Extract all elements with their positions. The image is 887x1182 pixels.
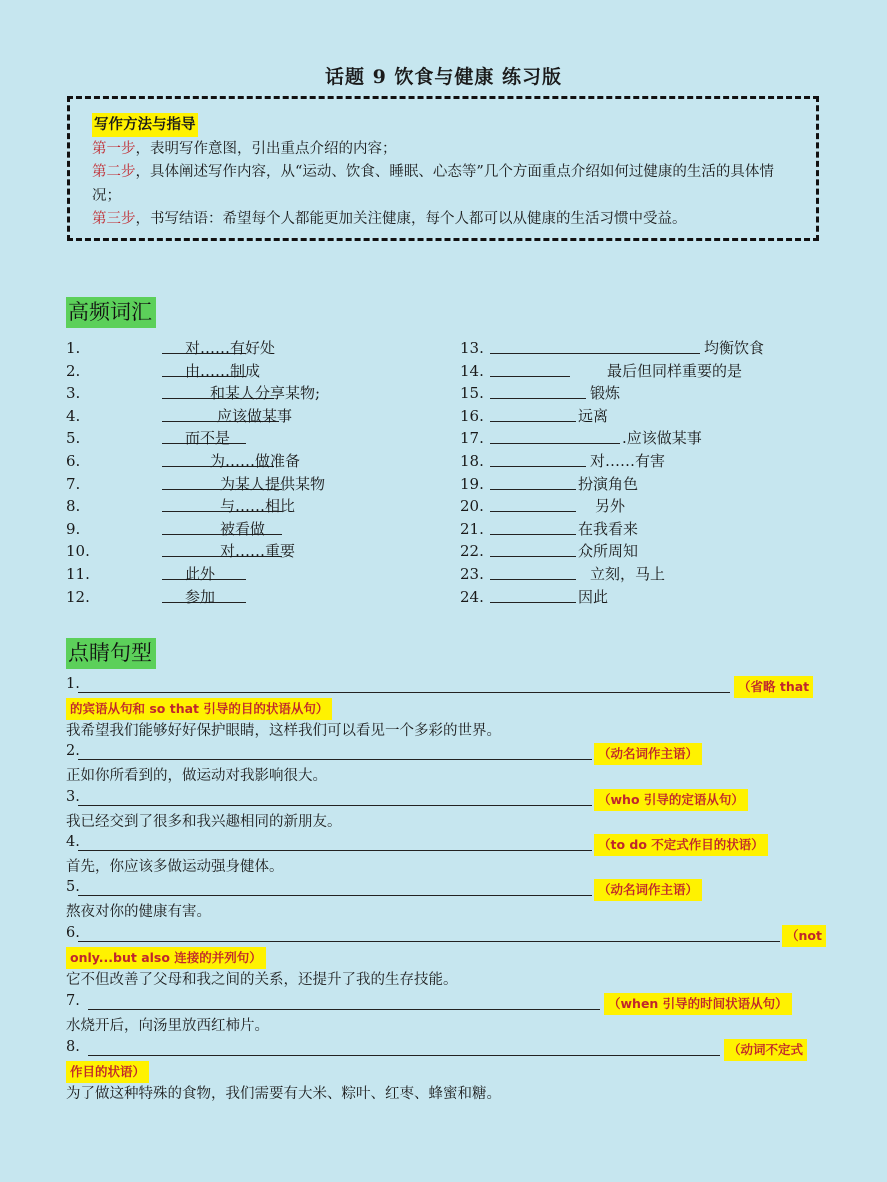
grammar-hint: （省略 that [734,676,813,698]
vocab-number: 1. [66,339,81,357]
sentence-item [66,993,836,1037]
page-title: 话题 9 饮食与健康 练习版 [324,66,563,88]
sentence-item [66,879,836,923]
grammar-hint: （to do 不定式作目的状语） [594,834,768,856]
vocab-meaning: 为……做准备 [210,451,301,470]
sentence-answer-line [66,789,836,811]
sentence-blank[interactable] [88,1009,600,1010]
answer-blank[interactable] [490,602,576,603]
vocab-list-right [460,337,840,608]
chinese-sentence: 我希望我们能够好好保护眼睛，这样我们可以看见一个多彩的世界。 [66,723,501,739]
vocab-meaning: 与……相比 [220,497,296,516]
grammar-hint-continued: 作目的状语） [66,1061,149,1083]
sentence-blank[interactable] [78,805,592,806]
vocab-number: 2. [66,361,81,380]
vocab-number: 16. [460,406,484,425]
sentence-blank[interactable] [78,895,592,896]
vocab-item [66,495,446,518]
grammar-hint: （who 引导的定语从句） [594,789,748,811]
writing-guide-box [67,96,819,241]
chinese-sentence: 为了做这种特殊的食物，我们需要有大米、粽叶、红枣、蜂蜜和糖。 [66,1086,501,1102]
answer-blank[interactable] [490,443,620,444]
vocab-number: 21. [460,519,484,538]
vocab-meaning: 被看做 [220,519,266,538]
vocab-section-heading: 高频词汇 [66,297,156,328]
step-text: ，表明写作意图，引出重点介绍的内容； [135,140,397,157]
sentence-answer-line [66,834,836,856]
vocab-item [66,518,446,541]
vocab-item [66,405,446,428]
step-text: ，书写结语：希望每个人都能更加关注健康，每个人都可以从健康的生活习惯中受益。 [135,211,687,227]
vocab-item [66,337,446,360]
vocab-meaning: 此外 [185,564,216,583]
vocab-item [460,495,840,518]
step-label: 第一步 [92,140,136,157]
sentence-number: 2. [66,743,80,759]
step-label: 第三步 [92,211,136,227]
vocab-meaning: 立刻，马上 [590,564,666,583]
vocab-item [66,382,446,405]
sentence-number: 3. [66,789,80,805]
vocab-number: 14. [460,361,484,380]
vocab-number: 15. [460,384,484,403]
answer-blank[interactable] [490,556,576,557]
vocab-number: 23. [460,564,484,583]
vocab-item [460,450,840,473]
sentence-blank[interactable] [88,1055,720,1056]
vocab-item [66,473,446,496]
sentence-answer-line [66,743,836,765]
sentence-item [66,925,836,991]
vocab-meaning: 对……有害 [590,451,666,470]
vocab-meaning: 由……制成 [185,361,261,380]
chinese-sentence: 它不但改善了父母和我之间的关系，还提升了我的生存技能。 [66,972,458,988]
sentence-item [66,676,836,742]
vocab-item [460,360,840,383]
vocab-item [460,405,840,428]
vocab-item [460,382,840,405]
vocab-meaning: 最后但同样重要的是 [607,361,743,380]
vocab-number: 24. [460,587,484,606]
vocab-number: 4. [66,406,81,425]
sentence-answer-line [66,879,836,901]
vocab-number: 11. [66,564,90,583]
vocab-item [460,427,840,450]
sentence-answer-line [66,676,836,698]
vocab-number: 22. [460,542,484,561]
vocab-number: 12. [66,587,90,606]
vocab-item [460,473,840,496]
chinese-sentence: 熬夜对你的健康有害。 [66,904,211,920]
vocab-number: 7. [66,474,81,493]
grammar-hint-continued-line [66,947,836,969]
vocab-meaning: 在我看来 [578,519,639,538]
sentence-number: 4. [66,834,80,850]
chinese-sentence: 我已经交到了很多和我兴趣相同的新朋友。 [66,814,342,830]
grammar-hint-continued-line [66,698,836,720]
sentence-blank[interactable] [78,850,592,851]
grammar-hint-continued: 的宾语从句和 so that 引导的目的状语从句） [66,698,332,720]
vocab-meaning: 因此 [578,587,609,606]
vocab-number: 8. [66,497,81,516]
sentence-number: 1. [66,676,80,692]
vocab-meaning: 参加 [185,587,216,606]
sentence-answer-line [66,993,836,1015]
vocab-meaning: 而不是 [185,429,231,448]
answer-blank[interactable] [490,466,586,467]
answer-blank[interactable] [490,534,576,535]
grammar-hint: （动名词作主语） [594,879,702,901]
answer-blank[interactable] [490,579,576,580]
vocab-meaning: 远离 [578,406,609,425]
sentence-blank[interactable] [78,759,592,760]
sentence-answer-line [66,925,836,947]
vocab-number: 3. [66,384,81,403]
vocab-meaning: 均衡饮食 [704,339,765,357]
vocab-number: 19. [460,474,484,493]
sentence-number: 5. [66,879,80,895]
vocab-number: 5. [66,429,81,448]
vocab-number: 13. [460,339,484,357]
chinese-sentence: 水烧开后，向汤里放西红柿片。 [66,1018,269,1034]
answer-blank[interactable] [490,489,576,490]
vocab-meaning: 和某人分享某物; [210,384,321,403]
vocab-list-left [66,337,446,608]
vocab-item [460,540,840,563]
vocab-meaning: 应该做某事 [217,406,293,425]
vocab-number: 17. [460,429,484,448]
answer-blank[interactable] [490,353,700,354]
vocab-number: 20. [460,497,484,516]
vocab-item [66,450,446,473]
chinese-sentence: 正如你所看到的，做运动对我影响很大。 [66,768,327,784]
chinese-sentence: 首先，你应该多做运动强身健体。 [66,859,284,875]
vocab-number: 6. [66,451,81,470]
vocab-number: 9. [66,519,81,538]
sentence-answer-line [66,1039,836,1061]
sentence-blank[interactable] [78,941,780,942]
vocab-item [460,518,840,541]
vocab-number: 10. [66,542,90,561]
vocab-item [66,427,446,450]
vocab-meaning: 锻炼 [590,384,621,403]
guide-heading: 写作方法与指导 [92,113,198,137]
sentence-item [66,1039,836,1105]
vocab-meaning: .应该做某事 [622,429,702,448]
vocab-meaning: 另外 [595,497,626,516]
vocab-item [460,563,840,586]
vocab-meaning: 扮演角色 [578,474,639,493]
answer-blank[interactable] [490,398,586,399]
sentence-item [66,834,836,878]
vocab-item [66,586,446,609]
guide-step-1 [92,138,796,162]
vocab-meaning: 为某人提供某物 [220,474,326,493]
grammar-hint: （动词不定式 [724,1039,807,1061]
step-text: ，具体阐述写作内容，从“运动、饮食、睡眠、心态等”几个方面重点介绍如何过健康的生活的具体情况； [92,164,774,204]
grammar-hint: （动名词作主语） [594,743,702,765]
vocab-item [66,360,446,383]
grammar-hint: （when 引导的时间状语从句） [604,993,792,1015]
vocab-item [66,563,446,586]
vocab-meaning: 对……有好处 [185,339,276,357]
grammar-hint-continued-line [66,1061,836,1083]
answer-blank[interactable] [490,511,576,512]
vocab-item [460,337,840,360]
vocab-item [66,540,446,563]
vocab-item [460,586,840,609]
vocab-meaning: 众所周知 [578,542,639,561]
answer-blank[interactable] [490,376,570,377]
sentence-item [66,789,836,833]
vocab-number: 18. [460,451,484,470]
sentence-number: 7. [66,993,80,1009]
sentence-blank[interactable] [78,692,730,693]
sentence-number: 8. [66,1039,80,1055]
grammar-hint-continued: only...but also 连接的并列句） [66,947,266,969]
vocab-meaning: 对……重要 [220,542,296,561]
step-label: 第二步 [92,164,136,180]
guide-step-2 [92,161,796,208]
grammar-hint: （not [782,925,826,947]
guide-step-3 [92,208,796,232]
answer-blank[interactable] [490,421,576,422]
sentence-section-heading: 点睛句型 [66,638,156,669]
sentence-item [66,743,836,787]
sentence-number: 6. [66,925,80,941]
